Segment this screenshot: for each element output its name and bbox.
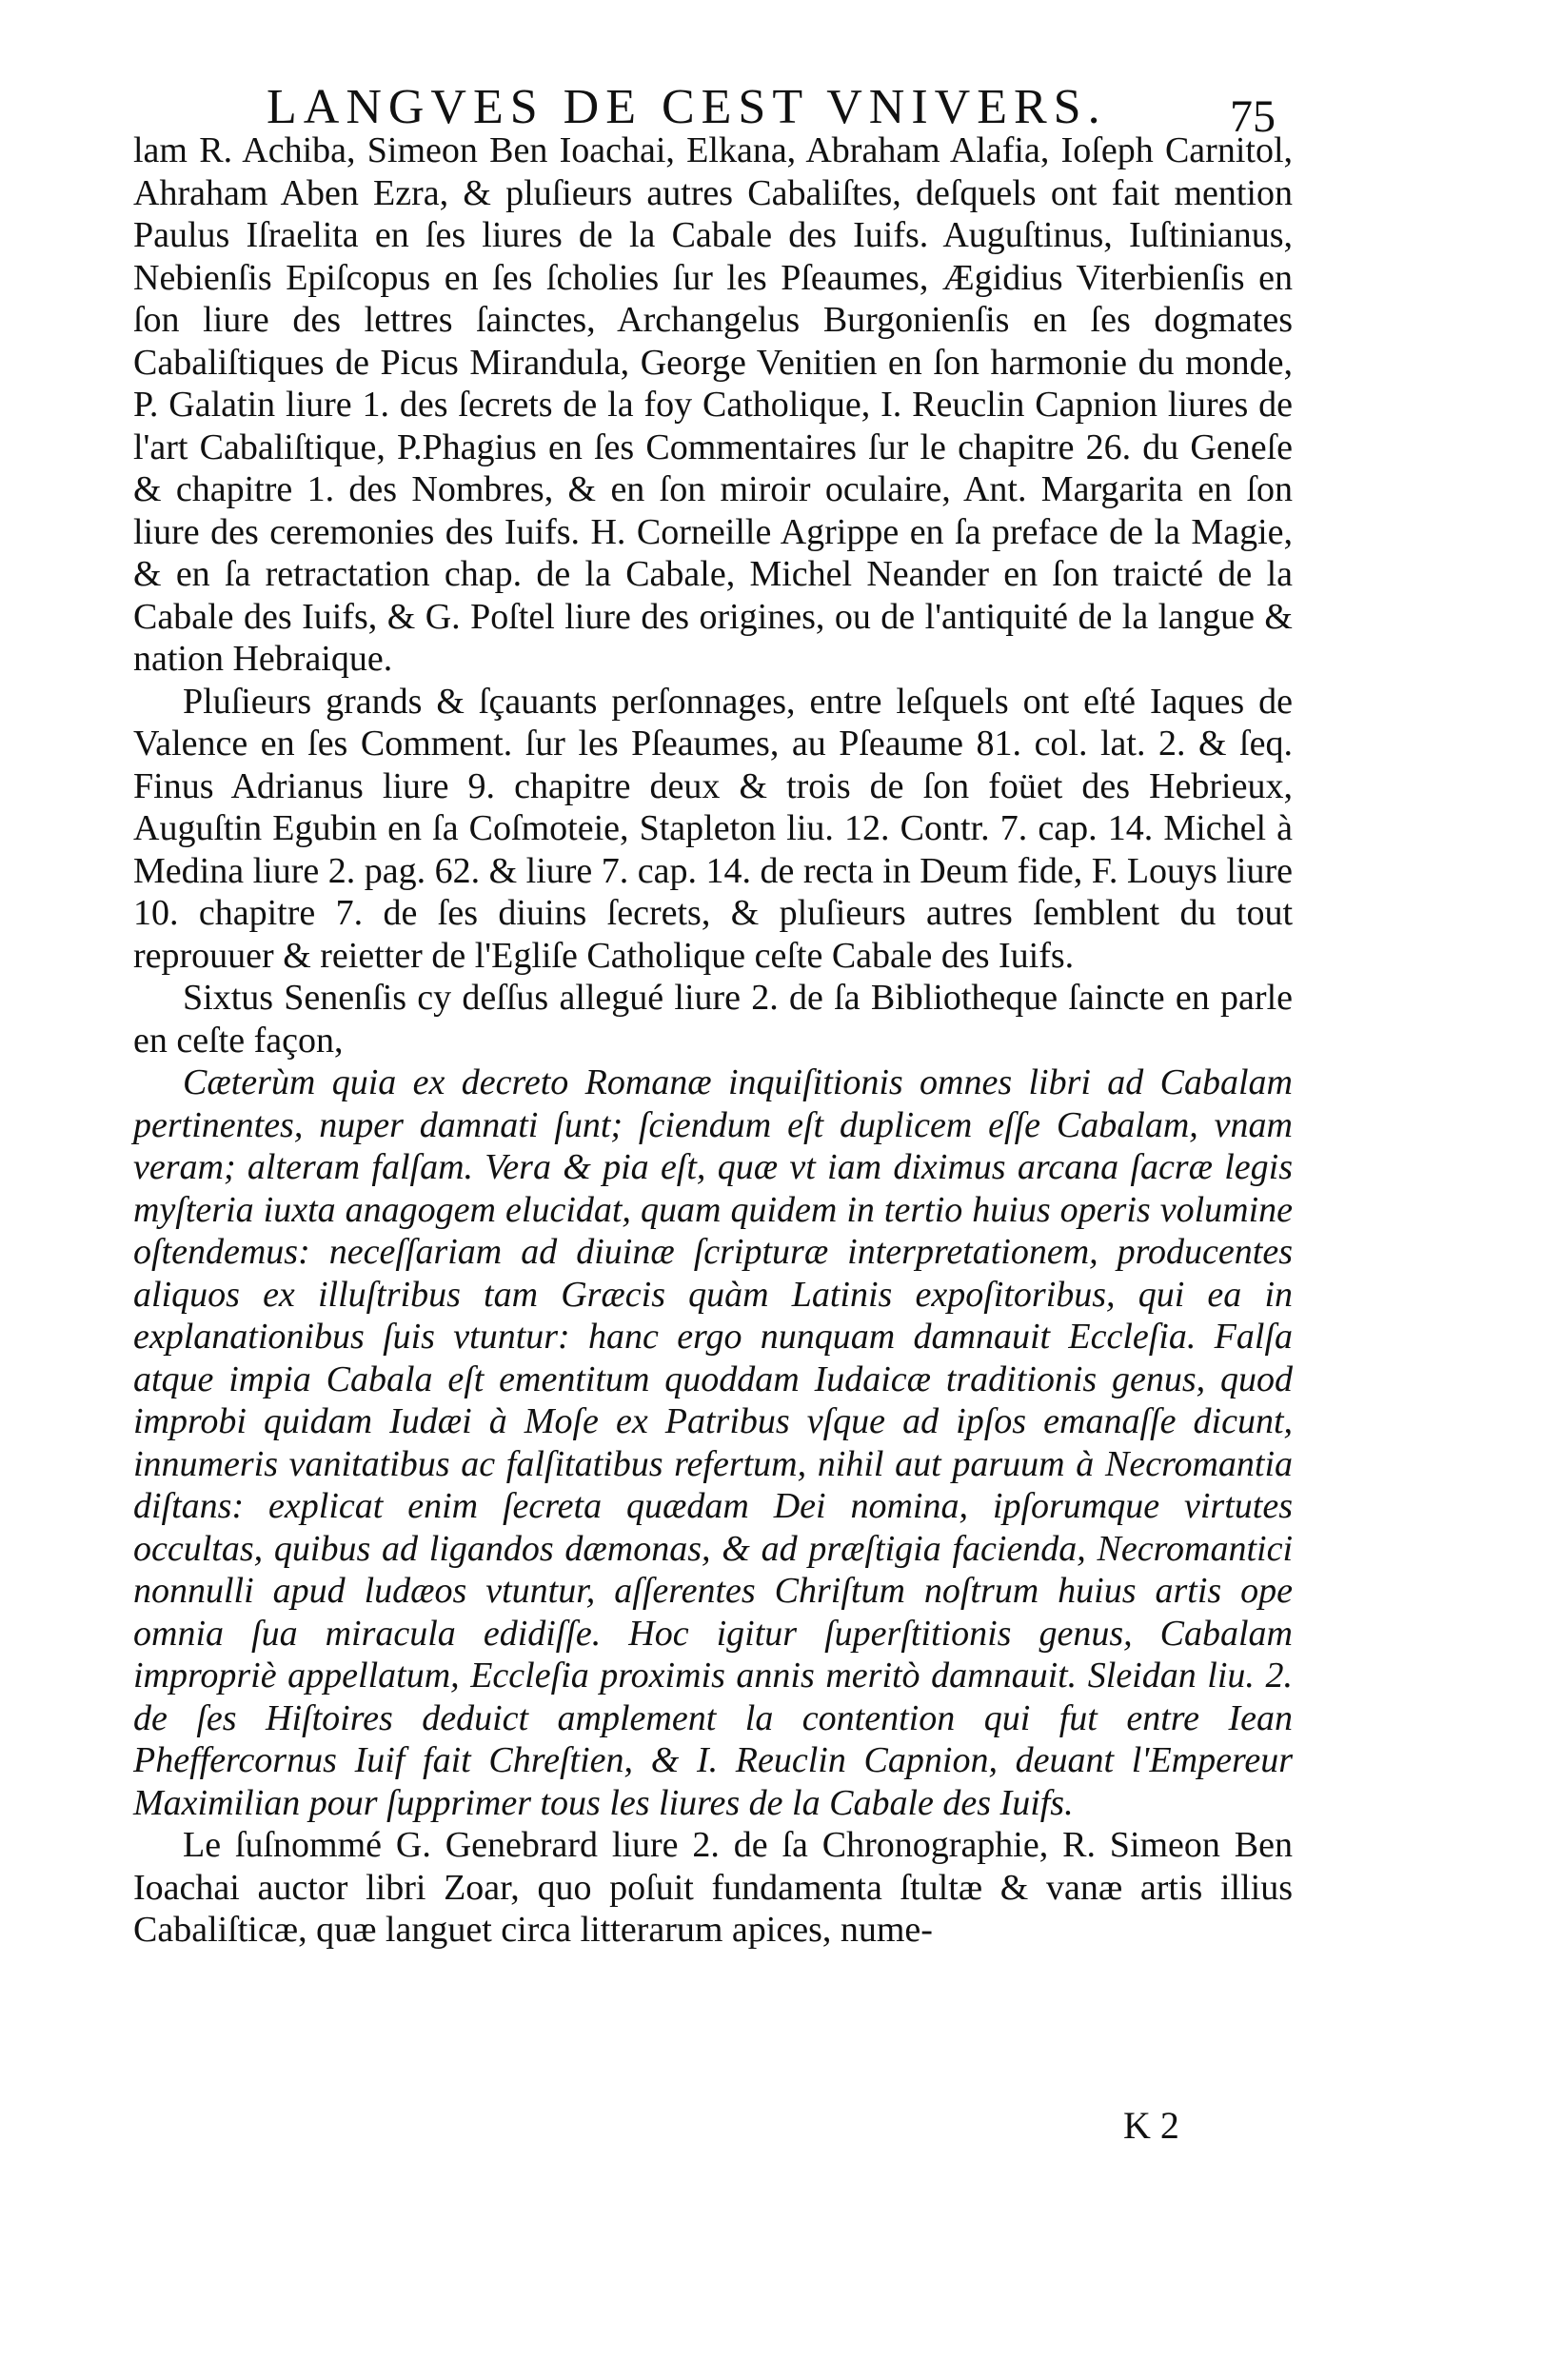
main-text bbox=[133, 129, 1293, 1952]
paragraph-genebrard: Le ſuſnommé G. Genebrard liure 2. de ſa Chronographie, R. Simeon Ben Ioachai auctor libri Zoar, quo poſuit fundamenta ſtultæ & vanæ artis illius Cabaliſticæ, quæ languet circa litterarum apices, nume- bbox=[133, 1825, 1293, 1950]
paragraph-scholars-reject: Pluſieurs grands & ſçauants perſonnages, entre leſquels ont eſté Iaques de Valence en ſes Comment. ſur les Pſeaumes, au Pſeaume 81. col. lat. 2. & ſeq. Finus Adrianus liure 9. chapitre deux & trois de ſon foüet des Hebrieux, Auguſtin Egubin en ſa Coſmoteie, Stapleton liu. 12. Contr. 7. cap. 14. Michel à Medina liure 2. pag. 62. & liure 7. cap. 14. de recta in Deum fide, F. Louys liure 10. chapitre 7. de ſes diuins ſecrets, & pluſieurs autres ſemblent du tout reprouuer & reietter de l'Egliſe Catholique ceſte Cabale des Iuifs. bbox=[133, 681, 1293, 976]
running-head: LANGVES DE CEST VNIVERS. bbox=[267, 80, 1107, 134]
paragraph-cabalists-list: lam R. Achiba, Simeon Ben Ioachai, Elkana, Abraham Alafia, Ioſeph Carnitol, Ahraham Aben Ezra, & pluſieurs autres Cabaliſtes, deſquels ont fait mention Paulus Iſraelita en ſes liures de la Cabale des Iuifs. Auguſtinus, Iuſtinianus, Nebienſis Epiſcopus en ſes ſcholies ſur les Pſeaumes, Ægidius Viterbienſis en ſon liure des lettres ſainctes, Archangelus Burgonienſis en ſes dogmates Cabaliſtiques de Picus Mirandula, George Venitien en ſon harmonie du monde, P. Galatin liure 1. des ſecrets de la foy Catholique, I. Reuclin Capnion liures de l'art Cabaliſtique, P.Phagius en ſes Commentaires ſur le chapitre 26. du Geneſe & chapitre 1. des Nombres, & en ſon miroir oculaire, Ant. Margarita en ſon liure des ceremonies des Iuifs. H. Corneille Agrippe en ſa preface de la Magie, & en ſa retractation chap. de la Cabale, Michel Neander en ſon traicté de la Cabale des Iuifs, & G. Poſtel liure des origines, ou de l'antiquité de la langue & nation Hebraique. bbox=[133, 130, 1293, 679]
page-number: 75 bbox=[1230, 91, 1276, 142]
signature-mark: K 2 bbox=[1123, 2104, 1179, 2147]
paragraph-latin-quotation: Cæterùm quia ex decreto Romanæ inquiſitionis omnes libri ad Cabalam pertinentes, nuper damnati ſunt; ſciendum eſt duplicem eſſe Cabalam, vnam veram; alteram falſam. Vera & pia eſt, quæ vt iam diximus arcana ſacræ legis myſteria iuxta anagogem elucidat, quam quidem in tertio huius operis volumine oſtendemus: neceſſariam ad diuinæ ſcripturæ interpretationem, producentes aliquos ex illuſtribus tam Græcis quàm Latinis expoſitoribus, qui ea in explanationibus ſuis vtuntur: hanc ergo nunquam damnauit Eccleſia. Falſa atque impia Cabala eſt ementitum quoddam Iudaicæ traditionis genus, quod improbi quidam Iudæi à Moſe ex Patribus vſque ad ipſos emanaſſe dicunt, innumeris vanitatibus ac falſitatibus refertum, nihil aut paruum à Necromantia diſtans: explicat enim ſecreta quædam Dei nomina, ipſorumque virtutes occultas, quibus ad ligandos dæmonas, & ad præſtigia facienda, Necromantici nonnulli apud ludæos vtuntur, aſſerentes Chriſtum noſtrum huius artis ope omnia ſua miracula edidiſſe. Hoc igitur ſuperſtitionis genus, Cabalam impropriè appellatum, Eccleſia proximis annis meritò damnauit. Sleidan liu. 2. de ſes Hiſtoires deduict amplement la contention qui fut entre Iean Pheffercornus Iuif fait Chreſtien, & I. Reuclin Capnion, deuant l'Empereur Maximilian pour ſupprimer tous les liures de la Cabale des Iuifs. bbox=[133, 1062, 1293, 1823]
paragraph-sixtus-senensis: Sixtus Senenſis cy deſſus allegué liure 2. de ſa Bibliotheque ſaincte en parle en ceſte façon, bbox=[133, 978, 1293, 1061]
